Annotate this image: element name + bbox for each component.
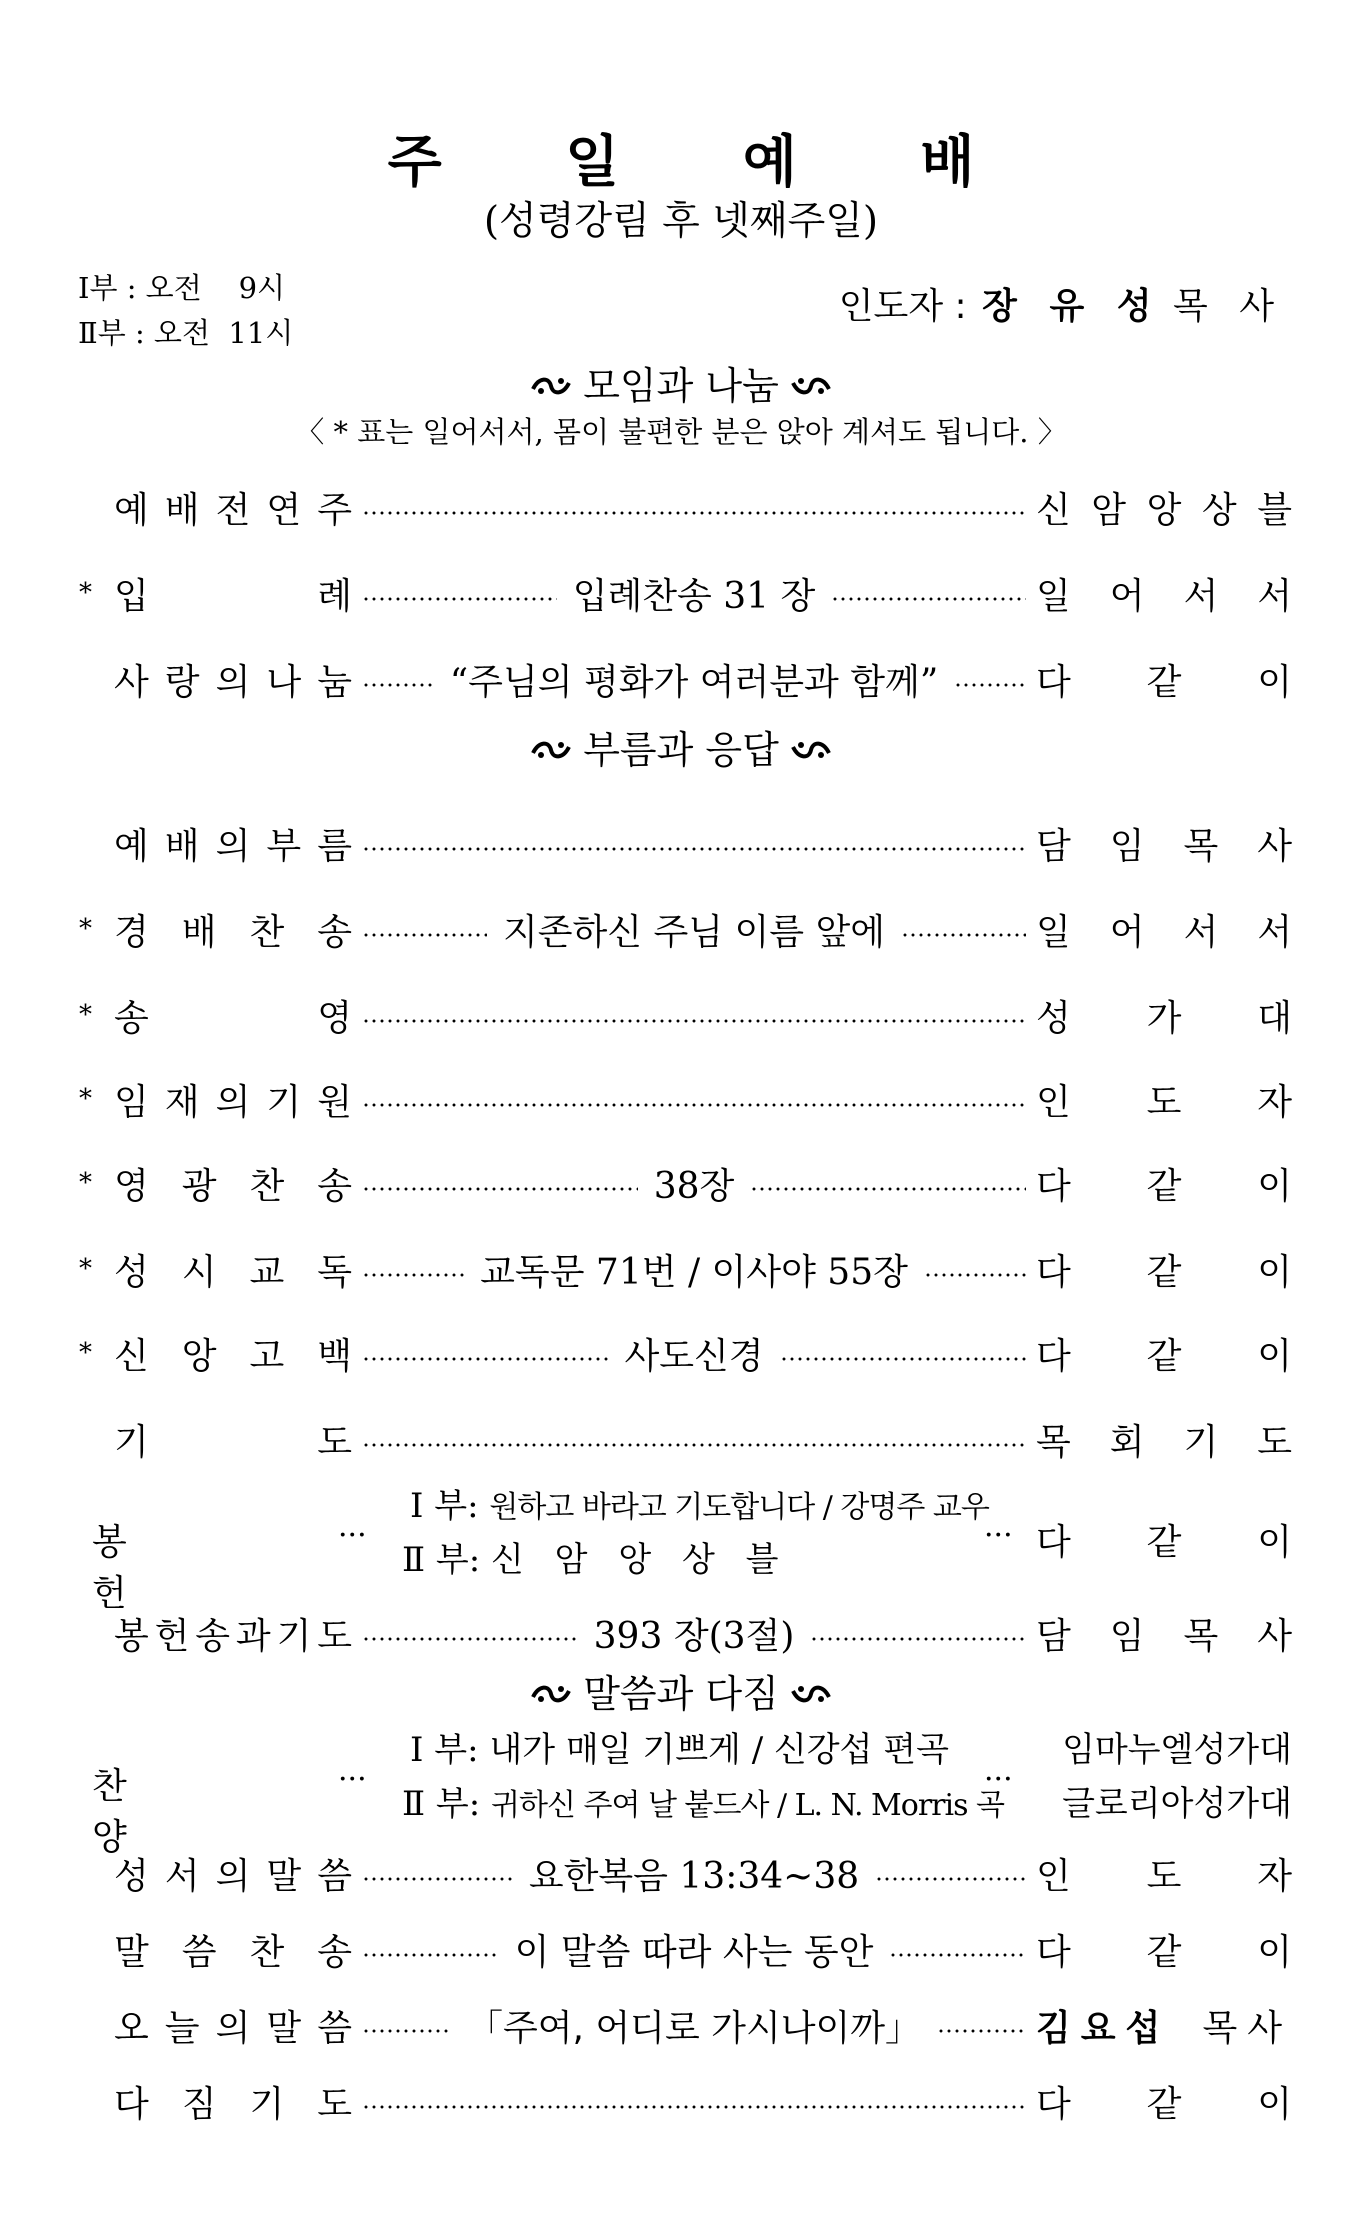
- order-responsible-char: 도: [1146, 1855, 1182, 1897]
- order-label-char: 성: [114, 1251, 149, 1293]
- order-responsible: [1036, 1158, 1292, 1209]
- order-responsible-char: 회: [1109, 1421, 1145, 1463]
- order-responsible: [1036, 1244, 1292, 1295]
- order-label-char: 송: [317, 1931, 352, 1973]
- order-content: 393 장(3절): [593, 1615, 795, 1657]
- order-responsible-char: 어: [1109, 575, 1145, 617]
- order-responsible-char: 임: [1109, 1615, 1145, 1657]
- order-responsible-char: 서: [1183, 911, 1219, 953]
- order-responsible-char: 이: [1257, 1251, 1293, 1293]
- order-label-char: 의: [215, 2007, 251, 2049]
- anthem-line1-text: 내가 매일 기쁘게 / 신강섭 편곡: [489, 1730, 949, 1770]
- order-content: 지존하신 주님 이름 앞에: [502, 911, 886, 953]
- order-responsible: [1036, 1924, 1292, 1975]
- section-title-3: 말씀과 다짐: [583, 1672, 779, 1716]
- order-responsible: [1036, 990, 1292, 1041]
- dot-leader: [362, 933, 487, 937]
- order-responsible-char: 자: [1257, 1081, 1292, 1123]
- offering-line2-tag: Ⅱ 부:: [402, 1540, 481, 1580]
- standing-marker: *: [79, 914, 92, 944]
- order-label: [92, 904, 352, 955]
- anthem-line-2: [402, 1776, 1004, 1825]
- order-responsible-char: 같: [1146, 1335, 1182, 1377]
- dot-leader: [875, 1877, 1026, 1881]
- order-label: [92, 654, 352, 705]
- service-times: [78, 266, 293, 356]
- leader-name: 장 유 성: [982, 286, 1162, 327]
- standing-marker: *: [79, 1168, 92, 1198]
- offering-row: [92, 1478, 1292, 1614]
- order-label-char: 임: [114, 1081, 149, 1123]
- order-label-char: 도: [317, 1615, 352, 1657]
- order-responsible-char: 같: [1146, 661, 1182, 703]
- order-label-char: 재: [164, 1081, 200, 1123]
- order-label-char: 의: [215, 661, 251, 703]
- order-responsible: [1036, 1848, 1292, 1899]
- order-label-char: 성: [114, 1855, 149, 1897]
- order-responsible-char: 앙: [1146, 489, 1182, 531]
- order-responsible-char: 기: [1183, 1421, 1219, 1463]
- dot-leader: [362, 1443, 1026, 1447]
- standing-marker: *: [79, 1338, 92, 1368]
- order-label-char: 찬: [249, 1931, 285, 1973]
- order-row: [70, 1918, 1292, 1980]
- worship-leader: [839, 282, 1284, 332]
- order-responsible-char: 사: [1257, 825, 1292, 867]
- anthem-row: [92, 1722, 1292, 1858]
- anthem-label: [92, 1758, 330, 1860]
- order-responsible-char: 사: [1257, 1615, 1292, 1657]
- order-label-char: 짐: [181, 2083, 217, 2125]
- order-responsible: [1036, 818, 1292, 869]
- order-row: [70, 812, 1292, 874]
- ornament-left-icon: [531, 737, 571, 763]
- anthem-choir-1: 임마누엘성가대: [1062, 1730, 1292, 1770]
- order-label-char: 름: [317, 825, 352, 867]
- order-responsible-char: 이: [1257, 1335, 1293, 1377]
- offering-right-char: 다: [1036, 1522, 1071, 1563]
- order-label-char: 의: [215, 1081, 251, 1123]
- standing-note: 〈 * 표는 일어서서, 몸이 불편한 분은 앉아 계셔도 됩니다. 〉: [295, 415, 1067, 449]
- order-label-char: 다: [114, 2083, 149, 2125]
- order-responsible: [1036, 1328, 1292, 1379]
- order-label-char: 고: [249, 1335, 285, 1377]
- order-label-char: 영: [114, 1165, 149, 1207]
- offering-line-1: [410, 1478, 989, 1527]
- order-label-char: 기: [266, 1081, 302, 1123]
- order-label-char: 배: [164, 489, 200, 531]
- anthem-line2-tag: Ⅱ 부:: [402, 1784, 481, 1824]
- order-responsible: [1036, 482, 1292, 533]
- offering-line2-text: 신 암 앙 상 블: [491, 1540, 789, 1580]
- order-responsible-char: 블: [1257, 489, 1292, 531]
- order-responsible-char: 이: [1257, 661, 1293, 703]
- standing-marker: *: [79, 1254, 92, 1284]
- order-label-char: 송: [195, 1615, 231, 1657]
- order-label-char: 서: [164, 1855, 200, 1897]
- order-label: [92, 1414, 352, 1465]
- service-time-1: Ⅰ부 : 오전 9시: [78, 271, 286, 305]
- order-label-char: 배: [181, 911, 217, 953]
- order-responsible-char: 상: [1201, 489, 1237, 531]
- order-responsible-char: 서: [1257, 575, 1292, 617]
- order-label-char: 기: [114, 1421, 149, 1463]
- anthem-ellipsis-left: ···: [338, 1762, 367, 1797]
- offering-right: [1036, 1514, 1292, 1565]
- order-row: [70, 1152, 1292, 1214]
- order-label: [92, 1158, 352, 1209]
- standing-marker: *: [79, 1000, 92, 1030]
- offering-label-text: 봉헌: [92, 1522, 287, 1614]
- order-responsible-char: 같: [1146, 1931, 1182, 1973]
- order-responsible-char: 다: [1036, 1931, 1071, 1973]
- order-content: 이 말씀 따라 사는 동안: [514, 1931, 874, 1973]
- order-responsible-char: 성: [1036, 997, 1071, 1039]
- dot-leader: [362, 2029, 451, 2033]
- order-label-char: 부: [266, 825, 302, 867]
- order-row: [70, 1238, 1292, 1300]
- order-responsible-char: 같: [1146, 1251, 1182, 1293]
- order-responsible: [1036, 654, 1292, 705]
- order-row: [70, 984, 1292, 1046]
- dot-leader: [362, 1019, 1026, 1023]
- order-label-char: 송: [317, 911, 352, 953]
- order-responsible-char: 다: [1036, 1165, 1071, 1207]
- order-responsible-char: 일: [1036, 575, 1071, 617]
- order-content: 요한복음 13:34~38: [528, 1855, 860, 1897]
- order-row: [70, 1068, 1292, 1130]
- offering-line1-tag: Ⅰ 부:: [410, 1486, 479, 1526]
- anthem-label-text: 찬양: [92, 1766, 287, 1858]
- order-responsible-char: 가: [1146, 997, 1182, 1039]
- order-responsible-char: 목: [1183, 825, 1219, 867]
- order-label-char: 앙: [181, 1335, 217, 1377]
- order-label-char: 의: [215, 1855, 251, 1897]
- order-label-char: 입: [114, 575, 149, 617]
- order-content: 입례찬송 31 장: [572, 575, 816, 617]
- order-row: [70, 562, 1292, 624]
- anthem-line1-tag: Ⅰ 부:: [410, 1730, 479, 1770]
- section-title-2: 부름과 응답: [583, 728, 779, 772]
- order-label: [92, 990, 352, 1041]
- order-label-char: 도: [317, 2083, 352, 2125]
- order-label-char: 랑: [164, 661, 200, 703]
- order-responsible-char: 이: [1257, 1931, 1293, 1973]
- order-label: [92, 568, 352, 619]
- order-label-char: 례: [317, 575, 352, 617]
- order-responsible-char: 목: [1183, 1615, 1219, 1657]
- order-responsible: [1036, 1074, 1292, 1125]
- order-responsible-char: 다: [1036, 1251, 1071, 1293]
- order-responsible-char: 다: [1036, 661, 1071, 703]
- order-label: [92, 2000, 352, 2051]
- order-label-char: 말: [266, 2007, 302, 2049]
- order-responsible-char: 이: [1257, 1165, 1292, 1207]
- section-title-1: 모임과 나눔: [583, 364, 779, 408]
- order-label-char: 나: [266, 661, 302, 703]
- order-row: [70, 2070, 1292, 2132]
- anthem-choir-2: 글로리아성가대: [1062, 1784, 1292, 1824]
- dot-leader: [901, 933, 1026, 937]
- offering-right-char: 이: [1257, 1522, 1292, 1563]
- order-responsible-char: 서: [1257, 911, 1292, 953]
- dot-leader: [780, 1357, 1026, 1361]
- offering-right-char: 같: [1146, 1522, 1182, 1563]
- order-label-char: 도: [317, 1421, 352, 1463]
- order-label-char: 오: [114, 2007, 149, 2049]
- offering-line1-text: 원하고 바라고 기도합니다 / 강명주 교우: [489, 1490, 989, 1525]
- order-label-char: 찬: [249, 911, 285, 953]
- order-label-char: 씀: [317, 1855, 352, 1897]
- order-responsible-char: 같: [1146, 2083, 1182, 2125]
- page-subtitle: (성령강림 후 넷째주일): [483, 199, 879, 244]
- ornament-right-icon: [791, 373, 831, 399]
- dot-leader: [362, 1637, 578, 1641]
- offering-ellipsis-left: ···: [338, 1518, 367, 1553]
- order-label-char: 연: [266, 489, 302, 531]
- order-responsible-char: 도: [1146, 1081, 1182, 1123]
- preacher-name: 김요섭: [1036, 2007, 1171, 2049]
- order-label-char: 의: [215, 825, 251, 867]
- order-label-char: 백: [317, 1335, 352, 1377]
- order-responsible-char: 인: [1036, 1855, 1071, 1897]
- order-label-char: 신: [114, 1335, 149, 1377]
- order-label-char: 말: [114, 1931, 149, 1973]
- order-responsible-char: 대: [1257, 997, 1292, 1039]
- standing-marker: *: [79, 1084, 92, 1114]
- anthem-line-1: [410, 1722, 949, 1771]
- order-responsible-char: 인: [1036, 1081, 1071, 1123]
- order-responsible-char: 다: [1036, 1335, 1071, 1377]
- order-label-char: 주: [317, 489, 352, 531]
- order-content: “주님의 평화가 여러분과 함께”: [449, 661, 939, 703]
- order-row: [70, 648, 1292, 710]
- order-label-char: 교: [249, 1251, 285, 1293]
- order-label: [92, 482, 352, 533]
- order-content: 사도신경: [624, 1335, 764, 1377]
- order-label-char: 기: [276, 1615, 312, 1657]
- order-label-char: 경: [114, 911, 149, 953]
- order-label: [92, 1244, 352, 1295]
- order-label: [92, 818, 352, 869]
- order-label-char: 송: [114, 997, 149, 1039]
- dot-leader: [362, 1187, 638, 1191]
- order-label-char: 씀: [181, 1931, 217, 1973]
- order-responsible-char: 신: [1036, 489, 1071, 531]
- order-label-char: 늘: [164, 2007, 200, 2049]
- order-label-char: 찬: [249, 1165, 285, 1207]
- dot-leader: [362, 1877, 513, 1881]
- order-label-char: 광: [181, 1165, 217, 1207]
- order-responsible: [1036, 568, 1292, 619]
- order-label-char: 봉: [114, 1615, 149, 1657]
- offering-line-2: [402, 1532, 788, 1581]
- order-label-char: 배: [164, 825, 200, 867]
- order-row: [70, 1408, 1292, 1470]
- dot-leader: [362, 511, 1026, 515]
- dot-leader: [954, 683, 1026, 687]
- order-responsible-char: 이: [1257, 2083, 1292, 2125]
- dot-leader: [362, 2105, 1026, 2109]
- order-label-char: 송: [317, 1165, 352, 1207]
- section-heading-word: [0, 1668, 1362, 1720]
- section-heading-call: [0, 724, 1362, 776]
- order-content: 「주여, 어디로 가시나이까」: [466, 2007, 922, 2049]
- standing-marker: *: [79, 578, 92, 608]
- order-responsible-char: 어: [1109, 911, 1145, 953]
- preacher-role: 목사: [1202, 2007, 1292, 2049]
- order-label-char: 예: [114, 825, 149, 867]
- order-label-char: 씀: [317, 2007, 352, 2049]
- order-responsible-char: 담: [1036, 1615, 1071, 1657]
- order-responsible: [1036, 1414, 1292, 1465]
- order-label-char: 독: [317, 1251, 352, 1293]
- order-responsible-char: 도: [1257, 1421, 1292, 1463]
- dot-leader: [362, 1103, 1026, 1107]
- order-responsible: [1036, 904, 1292, 955]
- order-content: 38장: [653, 1165, 735, 1207]
- order-content: 교독문 71번 / 이사야 55장: [480, 1251, 908, 1293]
- order-label: [92, 1074, 352, 1125]
- order-label-char: 전: [215, 489, 251, 531]
- order-responsible-char: 다: [1036, 2083, 1071, 2125]
- page-title: 주 일 예 배: [387, 130, 1027, 195]
- dot-leader: [362, 597, 557, 601]
- offering-ellipsis-right: ···: [984, 1518, 1013, 1553]
- ornament-right-icon: [791, 737, 831, 763]
- order-responsible-char: 임: [1109, 825, 1145, 867]
- order-responsible: [1036, 1608, 1292, 1659]
- order-label-char: 헌: [154, 1615, 190, 1657]
- order-label-char: 기: [249, 2083, 285, 2125]
- order-responsible-char: 자: [1257, 1855, 1292, 1897]
- order-row: [70, 898, 1292, 960]
- dot-leader: [362, 1357, 608, 1361]
- dot-leader: [924, 1273, 1026, 1277]
- order-label-char: 원: [317, 1081, 352, 1123]
- order-label-char: 시: [181, 1251, 217, 1293]
- anthem-ellipsis-right: ···: [984, 1762, 1013, 1797]
- order-label: [92, 1328, 352, 1379]
- dot-leader: [362, 683, 434, 687]
- leader-prefix: 인도자 :: [838, 286, 967, 327]
- dot-leader: [810, 1637, 1026, 1641]
- order-responsible: [1036, 2000, 1292, 2051]
- order-label-char: 과: [235, 1615, 271, 1657]
- dot-leader: [831, 597, 1026, 601]
- dot-leader: [362, 1273, 464, 1277]
- ornament-left-icon: [531, 1681, 571, 1707]
- order-row: [70, 1322, 1292, 1384]
- section-heading-gathering: [0, 360, 1362, 412]
- order-responsible-char: 서: [1183, 575, 1219, 617]
- order-row: [70, 476, 1292, 538]
- ornament-left-icon: [531, 373, 571, 399]
- order-label-char: 예: [114, 489, 149, 531]
- offering-label: [92, 1514, 330, 1616]
- order-label-char: 눔: [317, 661, 352, 703]
- dot-leader: [362, 847, 1026, 851]
- order-responsible-char: 담: [1036, 825, 1071, 867]
- ornament-right-icon: [791, 1681, 831, 1707]
- leader-role: 목 사: [1173, 286, 1284, 327]
- anthem-line2-text: 귀하신 주여 날 붙드사 / L. N. Morris 곡: [491, 1788, 1005, 1823]
- dot-leader: [937, 2029, 1026, 2033]
- order-responsible-char: 일: [1036, 911, 1071, 953]
- order-label: [92, 1924, 352, 1975]
- service-time-2: Ⅱ부 : 오전 11시: [78, 316, 294, 350]
- order-label-char: 사: [114, 661, 149, 703]
- order-responsible-char: 암: [1091, 489, 1127, 531]
- order-row: [70, 1994, 1292, 2056]
- dot-leader: [889, 1953, 1026, 1957]
- order-label: [92, 2076, 352, 2127]
- order-responsible-char: 같: [1146, 1165, 1182, 1207]
- order-label-char: 말: [266, 1855, 302, 1897]
- dot-leader: [362, 1953, 499, 1957]
- order-responsible-char: 목: [1036, 1421, 1071, 1463]
- order-label-char: 영: [317, 997, 352, 1039]
- dot-leader: [750, 1187, 1026, 1191]
- order-responsible: [1036, 2076, 1292, 2127]
